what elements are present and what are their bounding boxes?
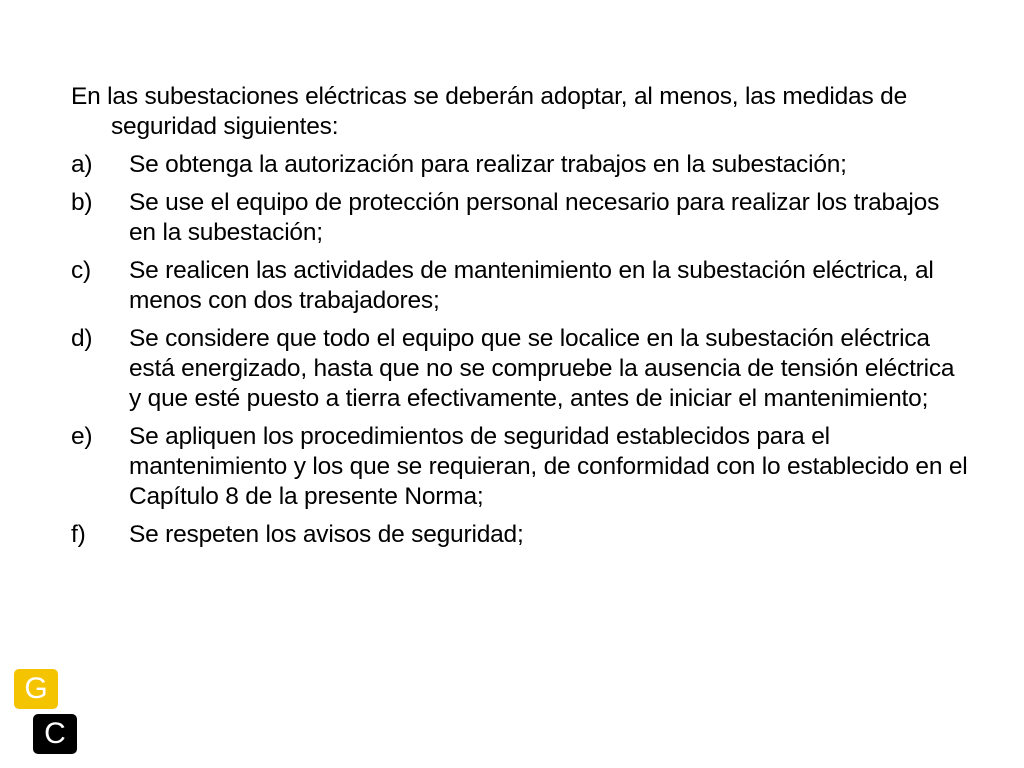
list-item-text: Se realicen las actividades de mantenimiento en la subestación eléctrica, al menos con dos trabajadores;	[129, 257, 934, 314]
list-item-a	[71, 150, 971, 180]
c-badge[interactable]: C	[33, 714, 77, 754]
list-item-d	[71, 324, 971, 414]
list-marker: d)	[71, 325, 93, 352]
list-marker: e)	[71, 423, 93, 450]
list-item-text: Se considere que todo el equipo que se localice en la subestación eléctrica está energizado, hasta que no se compruebe la ausencia de tensión eléctrica y que esté puesto a tierra efectivamente, antes de iniciar el mantenimiento;	[129, 325, 955, 412]
list-marker: b)	[71, 189, 93, 216]
list-item-text: Se respeten los avisos de seguridad;	[129, 521, 524, 548]
list-marker: a)	[71, 151, 93, 178]
intro-paragraph: En las subestaciones eléctricas se deberán adoptar, al menos, las medidas de seguridad siguientes:	[71, 83, 907, 140]
list-marker: c)	[71, 257, 92, 284]
list-item-c	[71, 256, 971, 316]
list-item-f	[71, 520, 971, 550]
g-badge[interactable]: G	[14, 669, 58, 709]
list-marker: f)	[71, 521, 86, 548]
list-item-text: Se apliquen los procedimientos de seguridad establecidos para el mantenimiento y los que se requieran, de conformidad con lo establecido en el Capítulo 8 de la presente Norma;	[129, 423, 968, 510]
slide-body	[71, 82, 971, 558]
list-item-text: Se obtenga la autorización para realizar trabajos en la subestación;	[129, 151, 847, 178]
list-item-b	[71, 188, 971, 248]
list-item-e	[71, 422, 971, 512]
list-item-text: Se use el equipo de protección personal necesario para realizar los trabajos en la subestación;	[129, 189, 940, 246]
